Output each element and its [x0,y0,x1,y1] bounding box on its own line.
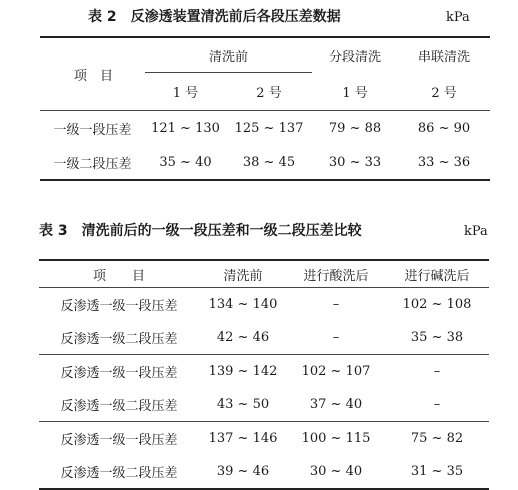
table3-row1-before: 134 ~ 140 [208,297,278,312]
table2-row1-v1: 121 ~ 130 [151,120,220,136]
table-row [39,321,489,355]
table3-row6-item: 反渗透一级二段压差 [39,455,199,489]
table3-unit: kPa [464,224,488,239]
table3-row5-item: 反渗透一级一段压差 [60,433,178,448]
table3-row1-alkali: 102 ~ 108 [402,297,472,312]
table-row [40,145,490,180]
table3-row3-item: 反渗透一级一段压差 [60,366,178,381]
table3-row6-acid: 30 ~ 40 [287,455,385,489]
table2-header-before: 清洗前 [145,37,312,73]
table3-row4-acid: 37 ~ 40 [287,388,385,422]
table3-row5-acid: 100 ~ 115 [301,431,371,446]
table2-row2-v4: 33 ~ 36 [398,145,490,180]
table3-header-before: 清洗前 [199,260,287,288]
table2-row2-v2: 38 ~ 45 [226,145,312,180]
table3-row6-alkali: 31 ~ 35 [385,455,489,489]
table-row [39,455,489,489]
table2-header-sub2: 2 号 [226,73,312,111]
table2-row2-v1: 35 ~ 40 [145,145,226,180]
table2-row1-v3: 79 ~ 88 [328,120,382,136]
table-row [40,111,490,146]
table3-header-alkali: 进行碱洗后 [385,260,489,288]
table3-row4-alkali: – [385,388,489,422]
table-row [39,388,489,422]
table3-row5-alkali: 75 ~ 82 [410,431,464,446]
table2 [40,36,490,181]
table3-row3-acid: 102 ~ 107 [301,364,371,379]
table2-title: 表 2 反渗透装置清洗前后各段压差数据 [88,9,341,25]
table3-row2-before: 42 ~ 46 [199,321,287,355]
table3-row3-before: 139 ~ 142 [208,364,278,379]
table2-header-sub1: 1 号 [145,73,226,111]
table3 [39,259,489,490]
table-row [39,422,489,456]
table2-header-sub3: 1 号 [312,73,398,111]
table2-header-row1 [40,37,490,73]
table2-header-sub4: 2 号 [398,73,490,111]
table2-unit: kPa [446,10,470,25]
table2-row1-v4: 86 ~ 90 [417,120,471,136]
table3-row4-item: 反渗透一级二段压差 [39,388,199,422]
table3-row2-item: 反渗透一级二段压差 [39,321,199,355]
table2-row1-item: 一级一段压差 [53,122,132,138]
table-row [39,355,489,389]
table3-row1-acid: – [332,297,340,312]
table3-row6-before: 39 ~ 46 [199,455,287,489]
table3-row4-before: 43 ~ 50 [199,388,287,422]
table3-title: 表 3 清洗前后的一级一段压差和一级二段压差比较 [39,223,362,239]
table3-header-acid: 进行酸洗后 [287,260,385,288]
table3-row5-before: 137 ~ 146 [208,431,278,446]
table-row [39,288,489,322]
table2-row2-item: 一级二段压差 [40,145,145,180]
table2-row2-v3: 30 ~ 33 [312,145,398,180]
table3-row3-alkali: – [433,364,441,379]
table3-row1-item: 反渗透一级一段压差 [60,299,178,314]
table3-row2-alkali: 35 ~ 38 [385,321,489,355]
table2-row1-v2: 125 ~ 137 [234,120,304,136]
table3-row2-acid: – [287,321,385,355]
table2-header-serial-clean: 串联清洗 [398,37,490,73]
table3-header-item: 项 目 [39,260,199,288]
table2-header-item: 项 目 [40,37,145,111]
table3-header-row [39,260,489,288]
table2-header-seg-clean: 分段清洗 [312,37,398,73]
